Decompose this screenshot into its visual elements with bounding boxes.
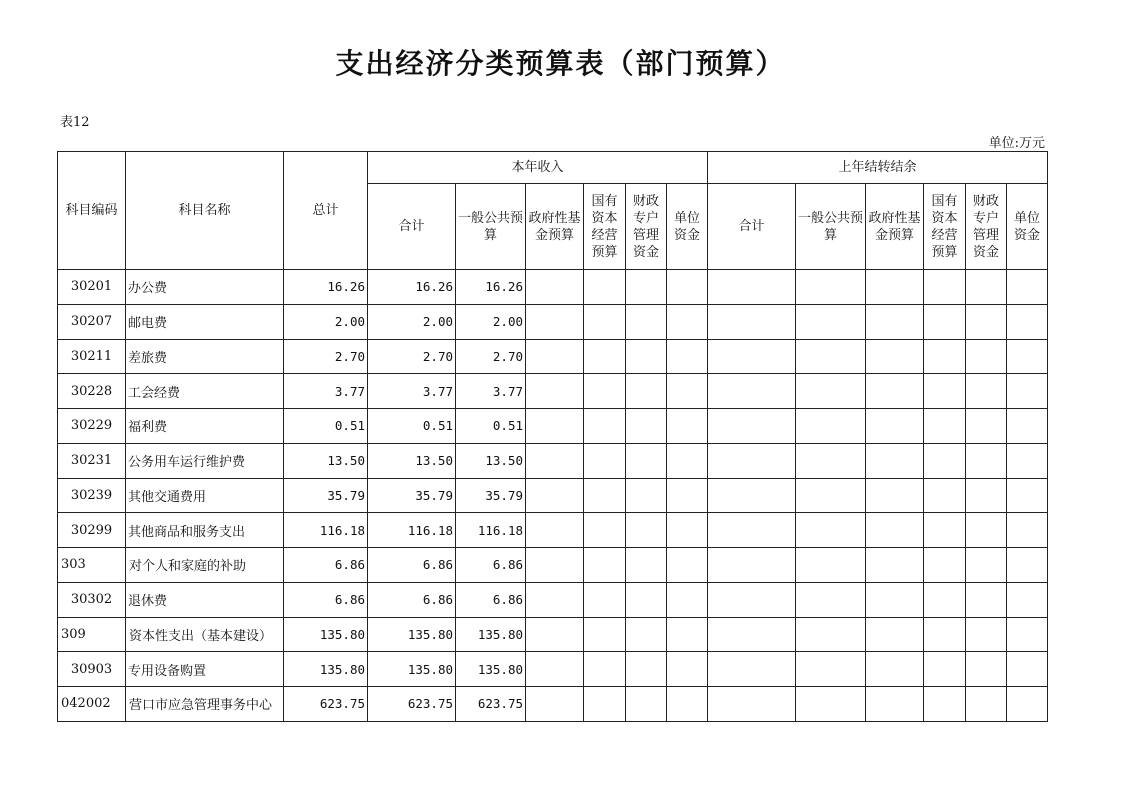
empty-cell xyxy=(584,270,626,305)
row-total: 16.26 xyxy=(284,270,368,305)
row-name: 邮电费 xyxy=(126,304,284,339)
empty-cell xyxy=(708,548,796,583)
table-row xyxy=(58,409,1048,444)
empty-cell xyxy=(796,443,866,478)
empty-cell xyxy=(924,374,966,409)
table-row xyxy=(58,652,1048,687)
empty-cell xyxy=(667,409,708,444)
table-row xyxy=(58,270,1048,305)
empty-cell xyxy=(966,304,1007,339)
empty-cell xyxy=(924,513,966,548)
header-carry-subtotal: 合计 xyxy=(708,184,796,270)
empty-cell xyxy=(708,374,796,409)
empty-cell xyxy=(708,582,796,617)
header-income-unit-funds: 单位资金 xyxy=(667,184,708,270)
empty-cell xyxy=(796,339,866,374)
empty-cell xyxy=(924,687,966,722)
empty-cell xyxy=(708,478,796,513)
empty-cell xyxy=(626,582,667,617)
empty-cell xyxy=(966,652,1007,687)
row-income-subtotal: 6.86 xyxy=(368,548,456,583)
empty-cell xyxy=(526,548,584,583)
empty-cell xyxy=(626,687,667,722)
empty-cell xyxy=(866,339,924,374)
empty-cell xyxy=(924,304,966,339)
row-income-subtotal: 2.70 xyxy=(368,339,456,374)
empty-cell xyxy=(966,513,1007,548)
empty-cell xyxy=(796,652,866,687)
empty-cell xyxy=(584,513,626,548)
header-income-state-capital: 国有资本经营预算 xyxy=(584,184,626,270)
empty-cell xyxy=(924,409,966,444)
empty-cell xyxy=(796,409,866,444)
row-total: 6.86 xyxy=(284,548,368,583)
empty-cell xyxy=(966,443,1007,478)
row-code: 30299 xyxy=(58,513,126,548)
empty-cell xyxy=(924,478,966,513)
row-income-subtotal: 16.26 xyxy=(368,270,456,305)
empty-cell xyxy=(708,409,796,444)
header-carry-unit-funds: 单位资金 xyxy=(1007,184,1048,270)
row-code: 30903 xyxy=(58,652,126,687)
empty-cell xyxy=(1007,513,1048,548)
row-code: 30231 xyxy=(58,443,126,478)
empty-cell xyxy=(924,270,966,305)
row-code: 042002 xyxy=(58,687,126,722)
empty-cell xyxy=(526,339,584,374)
empty-cell xyxy=(708,339,796,374)
empty-cell xyxy=(866,687,924,722)
empty-cell xyxy=(708,617,796,652)
empty-cell xyxy=(966,478,1007,513)
row-code: 30239 xyxy=(58,478,126,513)
empty-cell xyxy=(526,513,584,548)
empty-cell xyxy=(924,548,966,583)
row-income-general: 135.80 xyxy=(456,652,526,687)
empty-cell xyxy=(526,270,584,305)
empty-cell xyxy=(966,409,1007,444)
empty-cell xyxy=(584,374,626,409)
row-name: 专用设备购置 xyxy=(126,652,284,687)
row-income-general: 13.50 xyxy=(456,443,526,478)
empty-cell xyxy=(584,548,626,583)
empty-cell xyxy=(708,513,796,548)
empty-cell xyxy=(924,339,966,374)
empty-cell xyxy=(924,582,966,617)
row-code: 30211 xyxy=(58,339,126,374)
empty-cell xyxy=(866,617,924,652)
empty-cell xyxy=(526,443,584,478)
row-income-general: 35.79 xyxy=(456,478,526,513)
unit-label: 单位:万元 xyxy=(988,136,1045,151)
row-income-general: 6.86 xyxy=(456,548,526,583)
row-code: 30207 xyxy=(58,304,126,339)
empty-cell xyxy=(667,652,708,687)
empty-cell xyxy=(667,304,708,339)
header-income-general-budget: 一般公共预算 xyxy=(456,184,526,270)
table-row xyxy=(58,548,1048,583)
row-name: 营口市应急管理事务中心 xyxy=(126,687,284,722)
row-code: 30302 xyxy=(58,582,126,617)
row-total: 13.50 xyxy=(284,443,368,478)
empty-cell xyxy=(866,582,924,617)
empty-cell xyxy=(1007,409,1048,444)
empty-cell xyxy=(584,443,626,478)
empty-cell xyxy=(708,304,796,339)
table-body xyxy=(58,270,1048,722)
row-income-subtotal: 135.80 xyxy=(368,652,456,687)
row-income-general: 623.75 xyxy=(456,687,526,722)
row-name: 工会经费 xyxy=(126,374,284,409)
empty-cell xyxy=(1007,687,1048,722)
empty-cell xyxy=(626,548,667,583)
table-row xyxy=(58,374,1048,409)
empty-cell xyxy=(526,409,584,444)
row-name: 其他交通费用 xyxy=(126,478,284,513)
empty-cell xyxy=(1007,548,1048,583)
empty-cell xyxy=(1007,652,1048,687)
header-carry-general-budget: 一般公共预算 xyxy=(796,184,866,270)
row-income-subtotal: 135.80 xyxy=(368,617,456,652)
row-total: 135.80 xyxy=(284,652,368,687)
empty-cell xyxy=(667,582,708,617)
empty-cell xyxy=(626,652,667,687)
empty-cell xyxy=(626,374,667,409)
empty-cell xyxy=(584,687,626,722)
row-income-subtotal: 35.79 xyxy=(368,478,456,513)
table-row xyxy=(58,617,1048,652)
header-current-income: 本年收入 xyxy=(368,152,708,184)
empty-cell xyxy=(584,582,626,617)
table-number: 表12 xyxy=(60,115,90,130)
empty-cell xyxy=(866,548,924,583)
header-total: 总计 xyxy=(284,152,368,270)
empty-cell xyxy=(626,617,667,652)
row-name: 差旅费 xyxy=(126,339,284,374)
empty-cell xyxy=(796,582,866,617)
empty-cell xyxy=(1007,339,1048,374)
row-total: 623.75 xyxy=(284,687,368,722)
header-name: 科目名称 xyxy=(126,152,284,270)
row-code: 30201 xyxy=(58,270,126,305)
row-total: 135.80 xyxy=(284,617,368,652)
empty-cell xyxy=(708,652,796,687)
row-name: 福利费 xyxy=(126,409,284,444)
empty-cell xyxy=(526,582,584,617)
row-income-general: 116.18 xyxy=(456,513,526,548)
empty-cell xyxy=(667,270,708,305)
empty-cell xyxy=(584,304,626,339)
row-income-subtotal: 3.77 xyxy=(368,374,456,409)
header-income-subtotal: 合计 xyxy=(368,184,456,270)
empty-cell xyxy=(584,652,626,687)
empty-cell xyxy=(1007,478,1048,513)
row-income-general: 6.86 xyxy=(456,582,526,617)
empty-cell xyxy=(626,339,667,374)
row-name: 其他商品和服务支出 xyxy=(126,513,284,548)
empty-cell xyxy=(966,374,1007,409)
header-carry-gov-fund: 政府性基金预算 xyxy=(866,184,924,270)
empty-cell xyxy=(866,304,924,339)
empty-cell xyxy=(626,304,667,339)
table-row xyxy=(58,443,1048,478)
header-carry-special-fiscal: 财政专户管理资金 xyxy=(966,184,1007,270)
empty-cell xyxy=(866,513,924,548)
empty-cell xyxy=(966,548,1007,583)
empty-cell xyxy=(796,687,866,722)
row-name: 对个人和家庭的补助 xyxy=(126,548,284,583)
row-income-subtotal: 6.86 xyxy=(368,582,456,617)
empty-cell xyxy=(626,478,667,513)
empty-cell xyxy=(1007,374,1048,409)
empty-cell xyxy=(966,270,1007,305)
row-total: 0.51 xyxy=(284,409,368,444)
empty-cell xyxy=(1007,617,1048,652)
empty-cell xyxy=(667,687,708,722)
empty-cell xyxy=(584,339,626,374)
row-total: 2.00 xyxy=(284,304,368,339)
row-income-subtotal: 0.51 xyxy=(368,409,456,444)
row-income-general: 16.26 xyxy=(456,270,526,305)
table-row xyxy=(58,582,1048,617)
header-code: 科目编码 xyxy=(58,152,126,270)
row-total: 35.79 xyxy=(284,478,368,513)
empty-cell xyxy=(796,478,866,513)
table-row xyxy=(58,513,1048,548)
row-income-general: 2.00 xyxy=(456,304,526,339)
empty-cell xyxy=(966,339,1007,374)
empty-cell xyxy=(667,513,708,548)
row-total: 6.86 xyxy=(284,582,368,617)
empty-cell xyxy=(626,409,667,444)
empty-cell xyxy=(796,270,866,305)
row-total: 3.77 xyxy=(284,374,368,409)
empty-cell xyxy=(626,443,667,478)
empty-cell xyxy=(708,270,796,305)
empty-cell xyxy=(966,687,1007,722)
empty-cell xyxy=(526,652,584,687)
row-code: 30228 xyxy=(58,374,126,409)
row-name: 公务用车运行维护费 xyxy=(126,443,284,478)
empty-cell xyxy=(584,409,626,444)
empty-cell xyxy=(1007,304,1048,339)
empty-cell xyxy=(866,409,924,444)
empty-cell xyxy=(708,443,796,478)
empty-cell xyxy=(966,582,1007,617)
empty-cell xyxy=(526,687,584,722)
empty-cell xyxy=(796,374,866,409)
empty-cell xyxy=(667,548,708,583)
row-total: 2.70 xyxy=(284,339,368,374)
empty-cell xyxy=(1007,270,1048,305)
row-income-general: 3.77 xyxy=(456,374,526,409)
row-code: 30229 xyxy=(58,409,126,444)
row-income-subtotal: 623.75 xyxy=(368,687,456,722)
header-carry-state-capital: 国有资本经营预算 xyxy=(924,184,966,270)
header-income-special-fiscal: 财政专户管理资金 xyxy=(626,184,667,270)
table-row xyxy=(58,687,1048,722)
empty-cell xyxy=(667,443,708,478)
empty-cell xyxy=(667,617,708,652)
empty-cell xyxy=(1007,443,1048,478)
table-row xyxy=(58,304,1048,339)
budget-table xyxy=(57,151,1048,722)
empty-cell xyxy=(1007,582,1048,617)
empty-cell xyxy=(708,687,796,722)
empty-cell xyxy=(526,478,584,513)
page-title: 支出经济分类预算表（部门预算） xyxy=(335,47,786,80)
table-row xyxy=(58,339,1048,374)
table-row xyxy=(58,478,1048,513)
empty-cell xyxy=(667,374,708,409)
empty-cell xyxy=(866,652,924,687)
empty-cell xyxy=(866,374,924,409)
row-income-subtotal: 2.00 xyxy=(368,304,456,339)
empty-cell xyxy=(866,443,924,478)
empty-cell xyxy=(667,478,708,513)
empty-cell xyxy=(626,513,667,548)
empty-cell xyxy=(796,617,866,652)
row-total: 116.18 xyxy=(284,513,368,548)
empty-cell xyxy=(866,270,924,305)
empty-cell xyxy=(924,617,966,652)
empty-cell xyxy=(966,617,1007,652)
row-income-general: 0.51 xyxy=(456,409,526,444)
header-carryover: 上年结转结余 xyxy=(708,152,1048,184)
row-income-subtotal: 13.50 xyxy=(368,443,456,478)
row-income-subtotal: 116.18 xyxy=(368,513,456,548)
row-code: 309 xyxy=(58,617,126,652)
empty-cell xyxy=(667,339,708,374)
header-income-gov-fund: 政府性基金预算 xyxy=(526,184,584,270)
row-name: 退休费 xyxy=(126,582,284,617)
row-name: 资本性支出（基本建设） xyxy=(126,617,284,652)
row-income-general: 2.70 xyxy=(456,339,526,374)
empty-cell xyxy=(924,652,966,687)
empty-cell xyxy=(924,443,966,478)
empty-cell xyxy=(866,478,924,513)
empty-cell xyxy=(526,304,584,339)
empty-cell xyxy=(584,617,626,652)
empty-cell xyxy=(526,617,584,652)
empty-cell xyxy=(796,513,866,548)
empty-cell xyxy=(526,374,584,409)
empty-cell xyxy=(626,270,667,305)
empty-cell xyxy=(796,548,866,583)
empty-cell xyxy=(584,478,626,513)
row-income-general: 135.80 xyxy=(456,617,526,652)
empty-cell xyxy=(796,304,866,339)
row-name: 办公费 xyxy=(126,270,284,305)
row-code: 303 xyxy=(58,548,126,583)
